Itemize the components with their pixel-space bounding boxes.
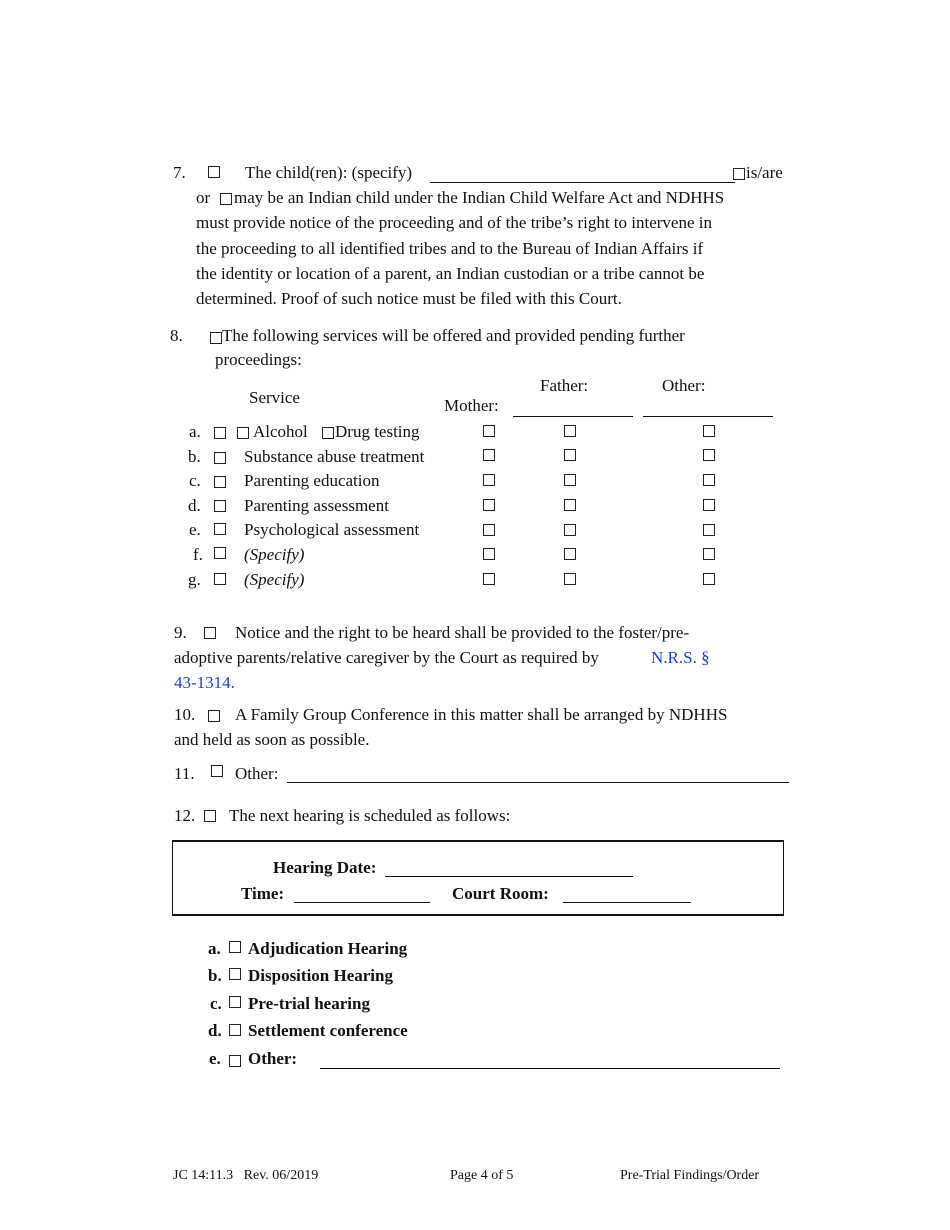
item-11-label: Other: [235, 764, 279, 783]
item-7-label: The child(ren): (specify) [245, 163, 413, 182]
item-12-number: 12. [174, 806, 196, 825]
other-checkbox[interactable] [703, 499, 715, 511]
form-title: Pre-Trial Findings/Order [620, 1168, 760, 1183]
row-letter: g. [188, 570, 201, 589]
other-hearing-checkbox[interactable] [229, 1055, 241, 1067]
hearing-date-label: Hearing Date: [273, 858, 377, 877]
item-8-number: 8. [170, 326, 183, 345]
mother-checkbox[interactable] [483, 524, 495, 536]
mother-checkbox[interactable] [483, 425, 495, 437]
item-9-number: 9. [174, 623, 187, 642]
other-hearing-field[interactable] [320, 1068, 780, 1069]
item-7-line-2: must provide notice of the proceeding and of the tribe’s right to intervene in [196, 213, 712, 232]
is-are-label: is/are [746, 163, 783, 182]
other-header: Other: [662, 376, 706, 395]
row-letter: d. [188, 496, 201, 515]
form-id: JC 14:11.3 Rev. 06/2019 [173, 1168, 319, 1183]
service-checkbox[interactable] [214, 523, 226, 535]
item-7-line-3: the proceeding to all identified tribes and to the Bureau of Indian Affairs if [196, 239, 704, 258]
father-checkbox[interactable] [564, 548, 576, 560]
other-name-field[interactable] [643, 416, 773, 417]
drug-testing-checkbox[interactable] [322, 427, 334, 439]
item-12-checkbox[interactable] [204, 810, 216, 822]
item-10-line-1: A Family Group Conference in this matter shall be arranged by NDHHS [235, 705, 728, 724]
item-7-line-1: may be an Indian child under the Indian Child Welfare Act and NDHHS [234, 188, 725, 207]
father-name-field[interactable] [513, 416, 633, 417]
father-header: Father: [540, 376, 589, 395]
item-10-number: 10. [174, 705, 196, 724]
mother-checkbox[interactable] [483, 499, 495, 511]
alcohol-checkbox[interactable] [237, 427, 249, 439]
mother-checkbox[interactable] [483, 474, 495, 486]
item-9-line-2: adoptive parents/relative caregiver by the Court as required by [174, 648, 599, 667]
row-letter: a. [189, 422, 201, 441]
nrs-link-continued[interactable]: 43-1314. [174, 673, 235, 692]
option-letter: b. [208, 966, 222, 985]
service-checkbox[interactable] [214, 547, 226, 559]
item-11-checkbox[interactable] [211, 765, 223, 777]
father-checkbox[interactable] [564, 573, 576, 585]
court-room-label: Court Room: [452, 884, 549, 903]
item-10-checkbox[interactable] [208, 710, 220, 722]
service-label: Parenting assessment [244, 496, 389, 515]
mother-checkbox[interactable] [483, 573, 495, 585]
row-letter: e. [189, 520, 201, 539]
option-letter: a. [208, 939, 221, 958]
row-letter: c. [189, 471, 201, 490]
may-be-checkbox[interactable] [220, 193, 232, 205]
other-checkbox[interactable] [703, 474, 715, 486]
page-number: Page 4 of 5 [450, 1168, 514, 1183]
mother-header: Mother: [444, 396, 499, 415]
service-label: Parenting education [244, 471, 380, 490]
time-label: Time: [241, 884, 285, 903]
other-checkbox[interactable] [703, 524, 715, 536]
item-8-line-2: proceedings: [215, 350, 302, 369]
drug-testing-label: Drug testing [335, 422, 420, 441]
option-letter: d. [208, 1021, 222, 1040]
service-checkbox[interactable] [214, 500, 226, 512]
item-12-label: The next hearing is scheduled as follows: [229, 806, 511, 825]
service-header: Service [249, 388, 300, 407]
pre-trial-hearing-checkbox[interactable] [229, 996, 241, 1008]
father-checkbox[interactable] [564, 499, 576, 511]
mother-checkbox[interactable] [483, 449, 495, 461]
service-specify-label: (Specify) [244, 570, 305, 589]
item-7-line-5: determined. Proof of such notice must be filed with this Court. [196, 289, 622, 308]
item-7-number: 7. [173, 163, 186, 182]
service-checkbox[interactable] [214, 427, 226, 439]
service-label: Psychological assessment [244, 520, 420, 539]
service-specify-label: (Specify) [244, 545, 305, 564]
item-9-checkbox[interactable] [204, 627, 216, 639]
other-checkbox[interactable] [703, 425, 715, 437]
alcohol-label: Alcohol [253, 422, 308, 441]
other-hearing-label: Other: [248, 1049, 298, 1068]
item-8-line-1: The following services will be offered and provided pending further [222, 326, 685, 345]
father-checkbox[interactable] [564, 425, 576, 437]
adjudication-hearing-label: Adjudication Hearing [248, 939, 408, 958]
row-letter: b. [188, 447, 201, 466]
pre-trial-hearing-label: Pre-trial hearing [248, 994, 370, 1013]
father-checkbox[interactable] [564, 524, 576, 536]
service-checkbox[interactable] [214, 476, 226, 488]
father-checkbox[interactable] [564, 474, 576, 486]
item-11-number: 11. [174, 764, 195, 783]
is-are-checkbox[interactable] [733, 168, 745, 180]
time-field[interactable] [294, 902, 430, 903]
father-checkbox[interactable] [564, 449, 576, 461]
service-checkbox[interactable] [214, 452, 226, 464]
or-label: or [196, 188, 211, 207]
adjudication-hearing-checkbox[interactable] [229, 941, 241, 953]
settlement-conference-checkbox[interactable] [229, 1024, 241, 1036]
item-7-line-4: the identity or location of a parent, an Indian custodian or a tribe cannot be [196, 264, 705, 283]
item-7-checkbox[interactable] [208, 166, 220, 178]
service-label: Substance abuse treatment [244, 447, 425, 466]
disposition-hearing-checkbox[interactable] [229, 968, 241, 980]
item-8-checkbox[interactable] [210, 332, 222, 344]
mother-checkbox[interactable] [483, 548, 495, 560]
child-specify-field[interactable] [430, 182, 735, 183]
court-room-field[interactable] [563, 902, 691, 903]
item-10-line-2: and held as soon as possible. [174, 730, 370, 749]
nrs-link[interactable]: N.R.S. § [651, 648, 710, 667]
disposition-hearing-label: Disposition Hearing [248, 966, 393, 985]
other-checkbox[interactable] [703, 573, 715, 585]
row-letter: f. [193, 545, 203, 564]
other-checkbox[interactable] [703, 548, 715, 560]
option-letter: c. [210, 994, 222, 1013]
item-11-other-field[interactable] [287, 782, 789, 783]
service-checkbox[interactable] [214, 573, 226, 585]
hearing-details-box [172, 840, 784, 916]
hearing-date-field[interactable] [385, 876, 633, 877]
other-checkbox[interactable] [703, 449, 715, 461]
item-9-line-1: Notice and the right to be heard shall be provided to the foster/pre- [235, 623, 690, 642]
settlement-conference-label: Settlement conference [248, 1021, 408, 1040]
option-letter: e. [209, 1049, 221, 1068]
